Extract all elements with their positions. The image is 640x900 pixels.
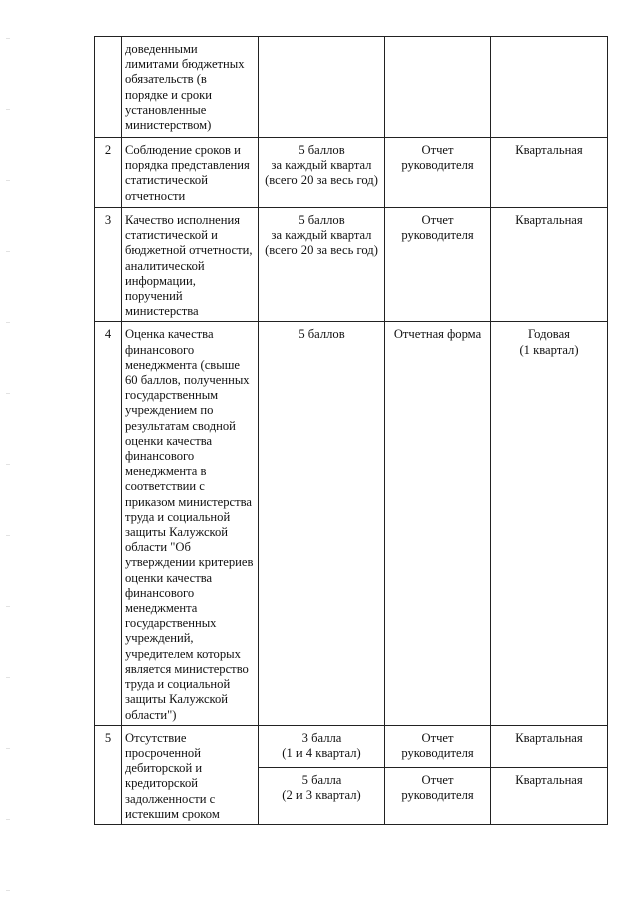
report-form-cell: Отчетная форма [385,322,491,725]
criterion-cell: доведенными лимитами бюджетных обязательств (в порядке и сроки установленные министерством) [122,37,259,138]
scan-edge-specks [6,0,10,900]
report-form-cell: Отчет руководителя [385,768,491,825]
score-cell: 5 балла (2 и 3 квартал) [259,768,385,825]
row-number: 3 [95,208,122,322]
row-number: 4 [95,322,122,725]
score-cell: 3 балла (1 и 4 квартал) [259,725,385,768]
period-cell: Квартальная [491,208,608,322]
table-row [95,725,608,768]
period-cell: Квартальная [491,138,608,208]
criterion-cell: Оценка качества финансового менеджмента (свыше 60 баллов, полученных государственным учреждением по результатам сводной оценки качества финансового менеджмента в соответствии с приказом министерства труда и социальной защиты Калужской области "Об утверждении критериев оценки качества финансового менеджмента государственных учреждений, учредителем которых является министерство труда и социальной защиты Калужской области") [122,322,259,725]
period-cell: Годовая (1 квартал) [491,322,608,725]
criterion-cell: Качество исполнения статистической и бюджетной отчетности, аналитической информации, поручений министерства [122,208,259,322]
row-number: 5 [95,725,122,824]
table-row [95,322,608,725]
criteria-table [94,36,608,825]
score-cell: 5 баллов за каждый квартал (всего 20 за весь год) [259,138,385,208]
report-form-cell [385,37,491,138]
period-cell: Квартальная [491,768,608,825]
row-number: 2 [95,138,122,208]
criterion-cell: Соблюдение сроков и порядка представления статистической отчетности [122,138,259,208]
report-form-cell: Отчет руководителя [385,725,491,768]
score-cell: 5 баллов за каждый квартал (всего 20 за весь год) [259,208,385,322]
table-row [95,37,608,138]
table-row [95,208,608,322]
row-number [95,37,122,138]
period-cell: Квартальная [491,725,608,768]
report-form-cell: Отчет руководителя [385,208,491,322]
score-cell [259,37,385,138]
criterion-cell: Отсутствие просроченной дебиторской и кредиторской задолженности с истекшим сроком [122,725,259,824]
period-cell [491,37,608,138]
report-form-cell: Отчет руководителя [385,138,491,208]
table-row [95,138,608,208]
score-cell: 5 баллов [259,322,385,725]
